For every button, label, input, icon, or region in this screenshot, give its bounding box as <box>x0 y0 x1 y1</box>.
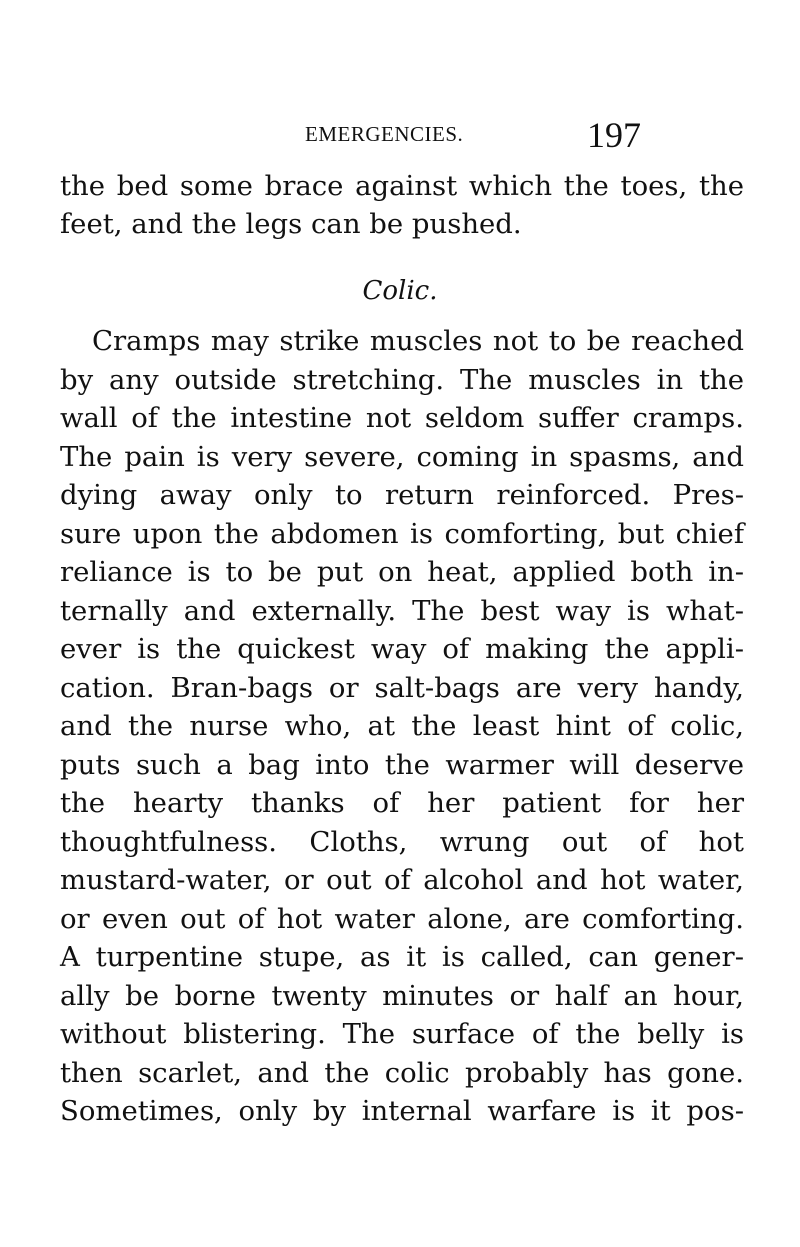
text-line: The pain is very severe, coming in spasms, and <box>60 441 744 473</box>
text-line: or even out of hot water alone, are comforting. <box>60 903 744 935</box>
page-number: 197 <box>587 115 641 155</box>
text-line: Sometimes, only by internal warfare is it pos- <box>60 1095 744 1127</box>
text-line: mustard-water, or out of alcohol and hot water, <box>60 864 744 896</box>
text-line: cation. Bran-bags or salt-bags are very handy, <box>60 672 744 704</box>
text-line: ever is the quickest way of making the appli- <box>60 633 744 665</box>
running-title: EMERGENCIES. <box>305 122 464 146</box>
text-line: reliance is to be put on heat, applied both in- <box>60 556 744 588</box>
text-line: dying away only to return reinforced. Pres- <box>60 479 744 511</box>
text-line: feet, and the legs can be pushed. <box>60 208 522 240</box>
text-line: the hearty thanks of her patient for her <box>60 787 744 819</box>
text-line: thoughtfulness. Cloths, wrung out of hot <box>60 826 744 858</box>
text-line: sure upon the abdomen is comforting, but chief <box>60 518 744 550</box>
text-line: Cramps may strike muscles not to be reached <box>92 325 744 357</box>
text-line: puts such a bag into the warmer will deserve <box>60 749 744 781</box>
text-line: A turpentine stupe, as it is called, can gener- <box>60 941 744 973</box>
running-head <box>0 114 800 154</box>
text-line: by any outside stretching. The muscles in the <box>60 364 744 396</box>
text-line: the bed some brace against which the toes, the <box>60 170 744 202</box>
text-line: then scarlet, and the colic probably has gone. <box>60 1057 744 1089</box>
section-heading: Colic. <box>362 276 438 306</box>
text-line: and the nurse who, at the least hint of colic, <box>60 710 744 742</box>
text-line: without blistering. The surface of the belly is <box>60 1018 744 1050</box>
text-line: ternally and externally. The best way is what- <box>60 595 744 627</box>
text-line: wall of the intestine not seldom suffer cramps. <box>60 402 744 434</box>
text-line: ally be borne twenty minutes or half an hour, <box>60 980 744 1012</box>
